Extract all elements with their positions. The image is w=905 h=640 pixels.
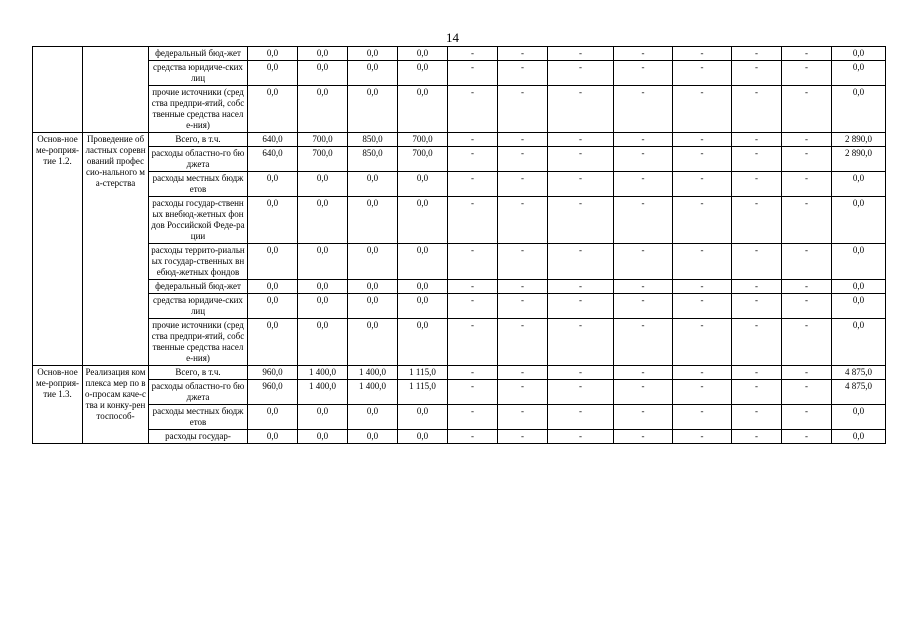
total-value-cell: 0,0	[832, 86, 886, 133]
value-cell: -	[673, 430, 732, 444]
value-cell: 0,0	[348, 86, 398, 133]
value-cell: -	[448, 133, 498, 147]
value-cell: 1 115,0	[398, 366, 448, 380]
value-cell: 0,0	[348, 172, 398, 197]
value-cell: -	[782, 147, 832, 172]
funding-source-cell: расходы государ-	[149, 430, 248, 444]
value-cell: -	[614, 244, 673, 280]
value-cell: 700,0	[398, 147, 448, 172]
value-cell: 0,0	[248, 172, 298, 197]
value-cell: 0,0	[348, 319, 398, 366]
value-cell: -	[448, 405, 498, 430]
activity-name-cell	[33, 47, 83, 133]
value-cell: 1 400,0	[298, 366, 348, 380]
funding-source-cell: федеральный бюд-жет	[149, 280, 248, 294]
value-cell: -	[548, 61, 614, 86]
value-cell: 0,0	[298, 197, 348, 244]
value-cell: -	[782, 294, 832, 319]
value-cell: 0,0	[248, 86, 298, 133]
value-cell: 0,0	[298, 294, 348, 319]
value-cell: -	[614, 405, 673, 430]
value-cell: -	[614, 294, 673, 319]
value-cell: -	[498, 147, 548, 172]
value-cell: -	[782, 86, 832, 133]
value-cell: -	[614, 47, 673, 61]
funding-source-cell: расходы областно-го бюджета	[149, 147, 248, 172]
value-cell: 0,0	[398, 244, 448, 280]
value-cell: 0,0	[298, 86, 348, 133]
total-value-cell: 4 875,0	[832, 380, 886, 405]
value-cell: -	[614, 197, 673, 244]
value-cell: -	[614, 366, 673, 380]
value-cell: -	[614, 172, 673, 197]
table-row	[33, 280, 886, 294]
value-cell: -	[548, 319, 614, 366]
total-value-cell: 0,0	[832, 405, 886, 430]
funding-source-cell: средства юридиче-ских лиц	[149, 294, 248, 319]
value-cell: 850,0	[348, 147, 398, 172]
value-cell: -	[498, 366, 548, 380]
value-cell: -	[498, 86, 548, 133]
value-cell: 0,0	[248, 280, 298, 294]
table-row	[33, 380, 886, 405]
value-cell: -	[614, 86, 673, 133]
value-cell: 0,0	[348, 405, 398, 430]
value-cell: -	[673, 147, 732, 172]
value-cell: -	[448, 61, 498, 86]
value-cell: 0,0	[248, 197, 298, 244]
activity-name-cell: Основ-ное ме-роприя-тие 1.3.	[33, 366, 83, 444]
value-cell: -	[498, 47, 548, 61]
value-cell: 0,0	[348, 280, 398, 294]
table-row	[33, 172, 886, 197]
value-cell: -	[782, 197, 832, 244]
value-cell: -	[614, 133, 673, 147]
value-cell: -	[673, 319, 732, 366]
value-cell: -	[732, 366, 782, 380]
value-cell: 0,0	[398, 405, 448, 430]
value-cell: -	[448, 366, 498, 380]
total-value-cell: 0,0	[832, 197, 886, 244]
value-cell: -	[548, 380, 614, 405]
value-cell: -	[614, 280, 673, 294]
value-cell: -	[498, 280, 548, 294]
value-cell: -	[782, 47, 832, 61]
value-cell: 1 400,0	[348, 380, 398, 405]
value-cell: -	[673, 405, 732, 430]
value-cell: -	[548, 86, 614, 133]
value-cell: 0,0	[398, 430, 448, 444]
table-row	[33, 430, 886, 444]
value-cell: 0,0	[398, 280, 448, 294]
value-cell: -	[732, 61, 782, 86]
value-cell: -	[614, 430, 673, 444]
value-cell: -	[732, 319, 782, 366]
value-cell: -	[498, 405, 548, 430]
value-cell: 0,0	[248, 47, 298, 61]
value-cell: -	[673, 133, 732, 147]
funding-source-cell: расходы террито-риальных государ-ственных внебюд-жетных фондов	[149, 244, 248, 280]
value-cell: -	[782, 244, 832, 280]
funding-source-cell: расходы областно-го бюджета	[149, 380, 248, 405]
value-cell: 0,0	[248, 61, 298, 86]
total-value-cell: 0,0	[832, 430, 886, 444]
value-cell: -	[673, 86, 732, 133]
value-cell: 700,0	[298, 147, 348, 172]
value-cell: 700,0	[398, 133, 448, 147]
total-value-cell: 0,0	[832, 294, 886, 319]
value-cell: -	[673, 380, 732, 405]
value-cell: -	[498, 380, 548, 405]
total-value-cell: 0,0	[832, 280, 886, 294]
value-cell: -	[548, 280, 614, 294]
value-cell: 640,0	[248, 147, 298, 172]
value-cell: -	[448, 430, 498, 444]
value-cell: -	[548, 172, 614, 197]
value-cell: 0,0	[348, 294, 398, 319]
value-cell: -	[548, 405, 614, 430]
value-cell: -	[548, 133, 614, 147]
value-cell: -	[673, 47, 732, 61]
table-row	[33, 86, 886, 133]
funding-source-cell: прочие источники (средства предпри-ятий, собственные средства населе-ния)	[149, 86, 248, 133]
value-cell: -	[732, 197, 782, 244]
value-cell: -	[614, 147, 673, 172]
value-cell: 0,0	[348, 244, 398, 280]
value-cell: -	[498, 244, 548, 280]
table-row	[33, 244, 886, 280]
table-row	[33, 147, 886, 172]
value-cell: -	[782, 405, 832, 430]
value-cell: 0,0	[248, 244, 298, 280]
value-cell: -	[614, 380, 673, 405]
value-cell: 0,0	[298, 405, 348, 430]
table-row	[33, 319, 886, 366]
total-value-cell: 2 890,0	[832, 133, 886, 147]
value-cell: 0,0	[398, 47, 448, 61]
value-cell: 1 400,0	[348, 366, 398, 380]
value-cell: -	[498, 172, 548, 197]
value-cell: -	[732, 430, 782, 444]
value-cell: -	[782, 172, 832, 197]
value-cell: 850,0	[348, 133, 398, 147]
value-cell: -	[448, 147, 498, 172]
value-cell: -	[782, 280, 832, 294]
value-cell: -	[732, 172, 782, 197]
value-cell: -	[448, 47, 498, 61]
value-cell: 0,0	[298, 172, 348, 197]
value-cell: -	[548, 197, 614, 244]
value-cell: -	[448, 197, 498, 244]
value-cell: -	[448, 319, 498, 366]
activity-description-cell	[83, 47, 149, 133]
total-value-cell: 0,0	[832, 61, 886, 86]
value-cell: 0,0	[248, 430, 298, 444]
value-cell: -	[448, 280, 498, 294]
value-cell: 0,0	[398, 172, 448, 197]
value-cell: -	[673, 61, 732, 86]
value-cell: -	[732, 147, 782, 172]
funding-source-cell: расходы местных бюджетов	[149, 172, 248, 197]
value-cell: 0,0	[398, 294, 448, 319]
funding-source-cell: федеральный бюд-жет	[149, 47, 248, 61]
value-cell: -	[448, 86, 498, 133]
value-cell: 0,0	[348, 197, 398, 244]
value-cell: 1 115,0	[398, 380, 448, 405]
table-row	[33, 294, 886, 319]
total-value-cell: 0,0	[832, 172, 886, 197]
value-cell: -	[732, 294, 782, 319]
value-cell: -	[448, 380, 498, 405]
total-value-cell: 2 890,0	[832, 147, 886, 172]
value-cell: 640,0	[248, 133, 298, 147]
value-cell: 0,0	[298, 61, 348, 86]
value-cell: -	[673, 294, 732, 319]
value-cell: -	[732, 47, 782, 61]
value-cell: -	[548, 47, 614, 61]
value-cell: 0,0	[398, 319, 448, 366]
table-row	[33, 366, 886, 380]
value-cell: 960,0	[248, 380, 298, 405]
value-cell: 0,0	[298, 244, 348, 280]
value-cell: 0,0	[398, 86, 448, 133]
value-cell: -	[782, 366, 832, 380]
total-value-cell: 4 875,0	[832, 366, 886, 380]
value-cell: -	[448, 244, 498, 280]
table-row	[33, 133, 886, 147]
value-cell: -	[782, 430, 832, 444]
value-cell: 0,0	[348, 430, 398, 444]
value-cell: 960,0	[248, 366, 298, 380]
value-cell: -	[782, 380, 832, 405]
table-row	[33, 197, 886, 244]
value-cell: -	[732, 244, 782, 280]
funding-source-cell: расходы местных бюджетов	[149, 405, 248, 430]
value-cell: 0,0	[248, 405, 298, 430]
activity-description-cell: Проведение областных соревнований профессио-нального ма-стерства	[83, 133, 149, 366]
value-cell: -	[732, 133, 782, 147]
value-cell: 0,0	[248, 294, 298, 319]
value-cell: -	[673, 197, 732, 244]
value-cell: -	[732, 405, 782, 430]
total-value-cell: 0,0	[832, 244, 886, 280]
value-cell: -	[548, 430, 614, 444]
value-cell: 700,0	[298, 133, 348, 147]
value-cell: 0,0	[348, 47, 398, 61]
value-cell: -	[673, 280, 732, 294]
value-cell: -	[548, 147, 614, 172]
value-cell: -	[673, 366, 732, 380]
value-cell: -	[614, 319, 673, 366]
value-cell: -	[448, 294, 498, 319]
table-row	[33, 61, 886, 86]
value-cell: 0,0	[348, 61, 398, 86]
value-cell: -	[732, 280, 782, 294]
value-cell: -	[614, 61, 673, 86]
total-value-cell: 0,0	[832, 47, 886, 61]
value-cell: 0,0	[298, 319, 348, 366]
table-row	[33, 47, 886, 61]
funding-source-cell: расходы государ-ственных внебюд-жетных фондов Российской Феде-рации	[149, 197, 248, 244]
activity-name-cell: Основ-ное ме-роприя-тие 1.2.	[33, 133, 83, 366]
value-cell: -	[498, 197, 548, 244]
activity-description-cell: Реализация комплекса мер по во-просам каче-ства и конку-рентоспособ-	[83, 366, 149, 444]
value-cell: -	[782, 133, 832, 147]
funding-source-cell: Всего, в т.ч.	[149, 366, 248, 380]
value-cell: 0,0	[398, 61, 448, 86]
value-cell: -	[673, 244, 732, 280]
value-cell: 0,0	[298, 430, 348, 444]
value-cell: -	[548, 294, 614, 319]
value-cell: -	[448, 172, 498, 197]
value-cell: -	[498, 319, 548, 366]
funding-source-cell: Всего, в т.ч.	[149, 133, 248, 147]
value-cell: -	[732, 380, 782, 405]
value-cell: 0,0	[298, 47, 348, 61]
value-cell: -	[548, 244, 614, 280]
total-value-cell: 0,0	[832, 319, 886, 366]
value-cell: -	[732, 86, 782, 133]
page-number: 14	[446, 30, 459, 45]
value-cell: -	[673, 172, 732, 197]
value-cell: -	[782, 319, 832, 366]
value-cell: -	[498, 430, 548, 444]
value-cell: -	[498, 294, 548, 319]
funding-source-cell: средства юридиче-ских лиц	[149, 61, 248, 86]
value-cell: -	[498, 133, 548, 147]
value-cell: 0,0	[398, 197, 448, 244]
value-cell: -	[498, 61, 548, 86]
value-cell: 0,0	[248, 319, 298, 366]
table-row	[33, 405, 886, 430]
value-cell: -	[548, 366, 614, 380]
budget-table	[32, 46, 886, 444]
value-cell: 1 400,0	[298, 380, 348, 405]
funding-source-cell: прочие источники (средства предпри-ятий, собственные средства населе-ния)	[149, 319, 248, 366]
value-cell: -	[782, 61, 832, 86]
value-cell: 0,0	[298, 280, 348, 294]
